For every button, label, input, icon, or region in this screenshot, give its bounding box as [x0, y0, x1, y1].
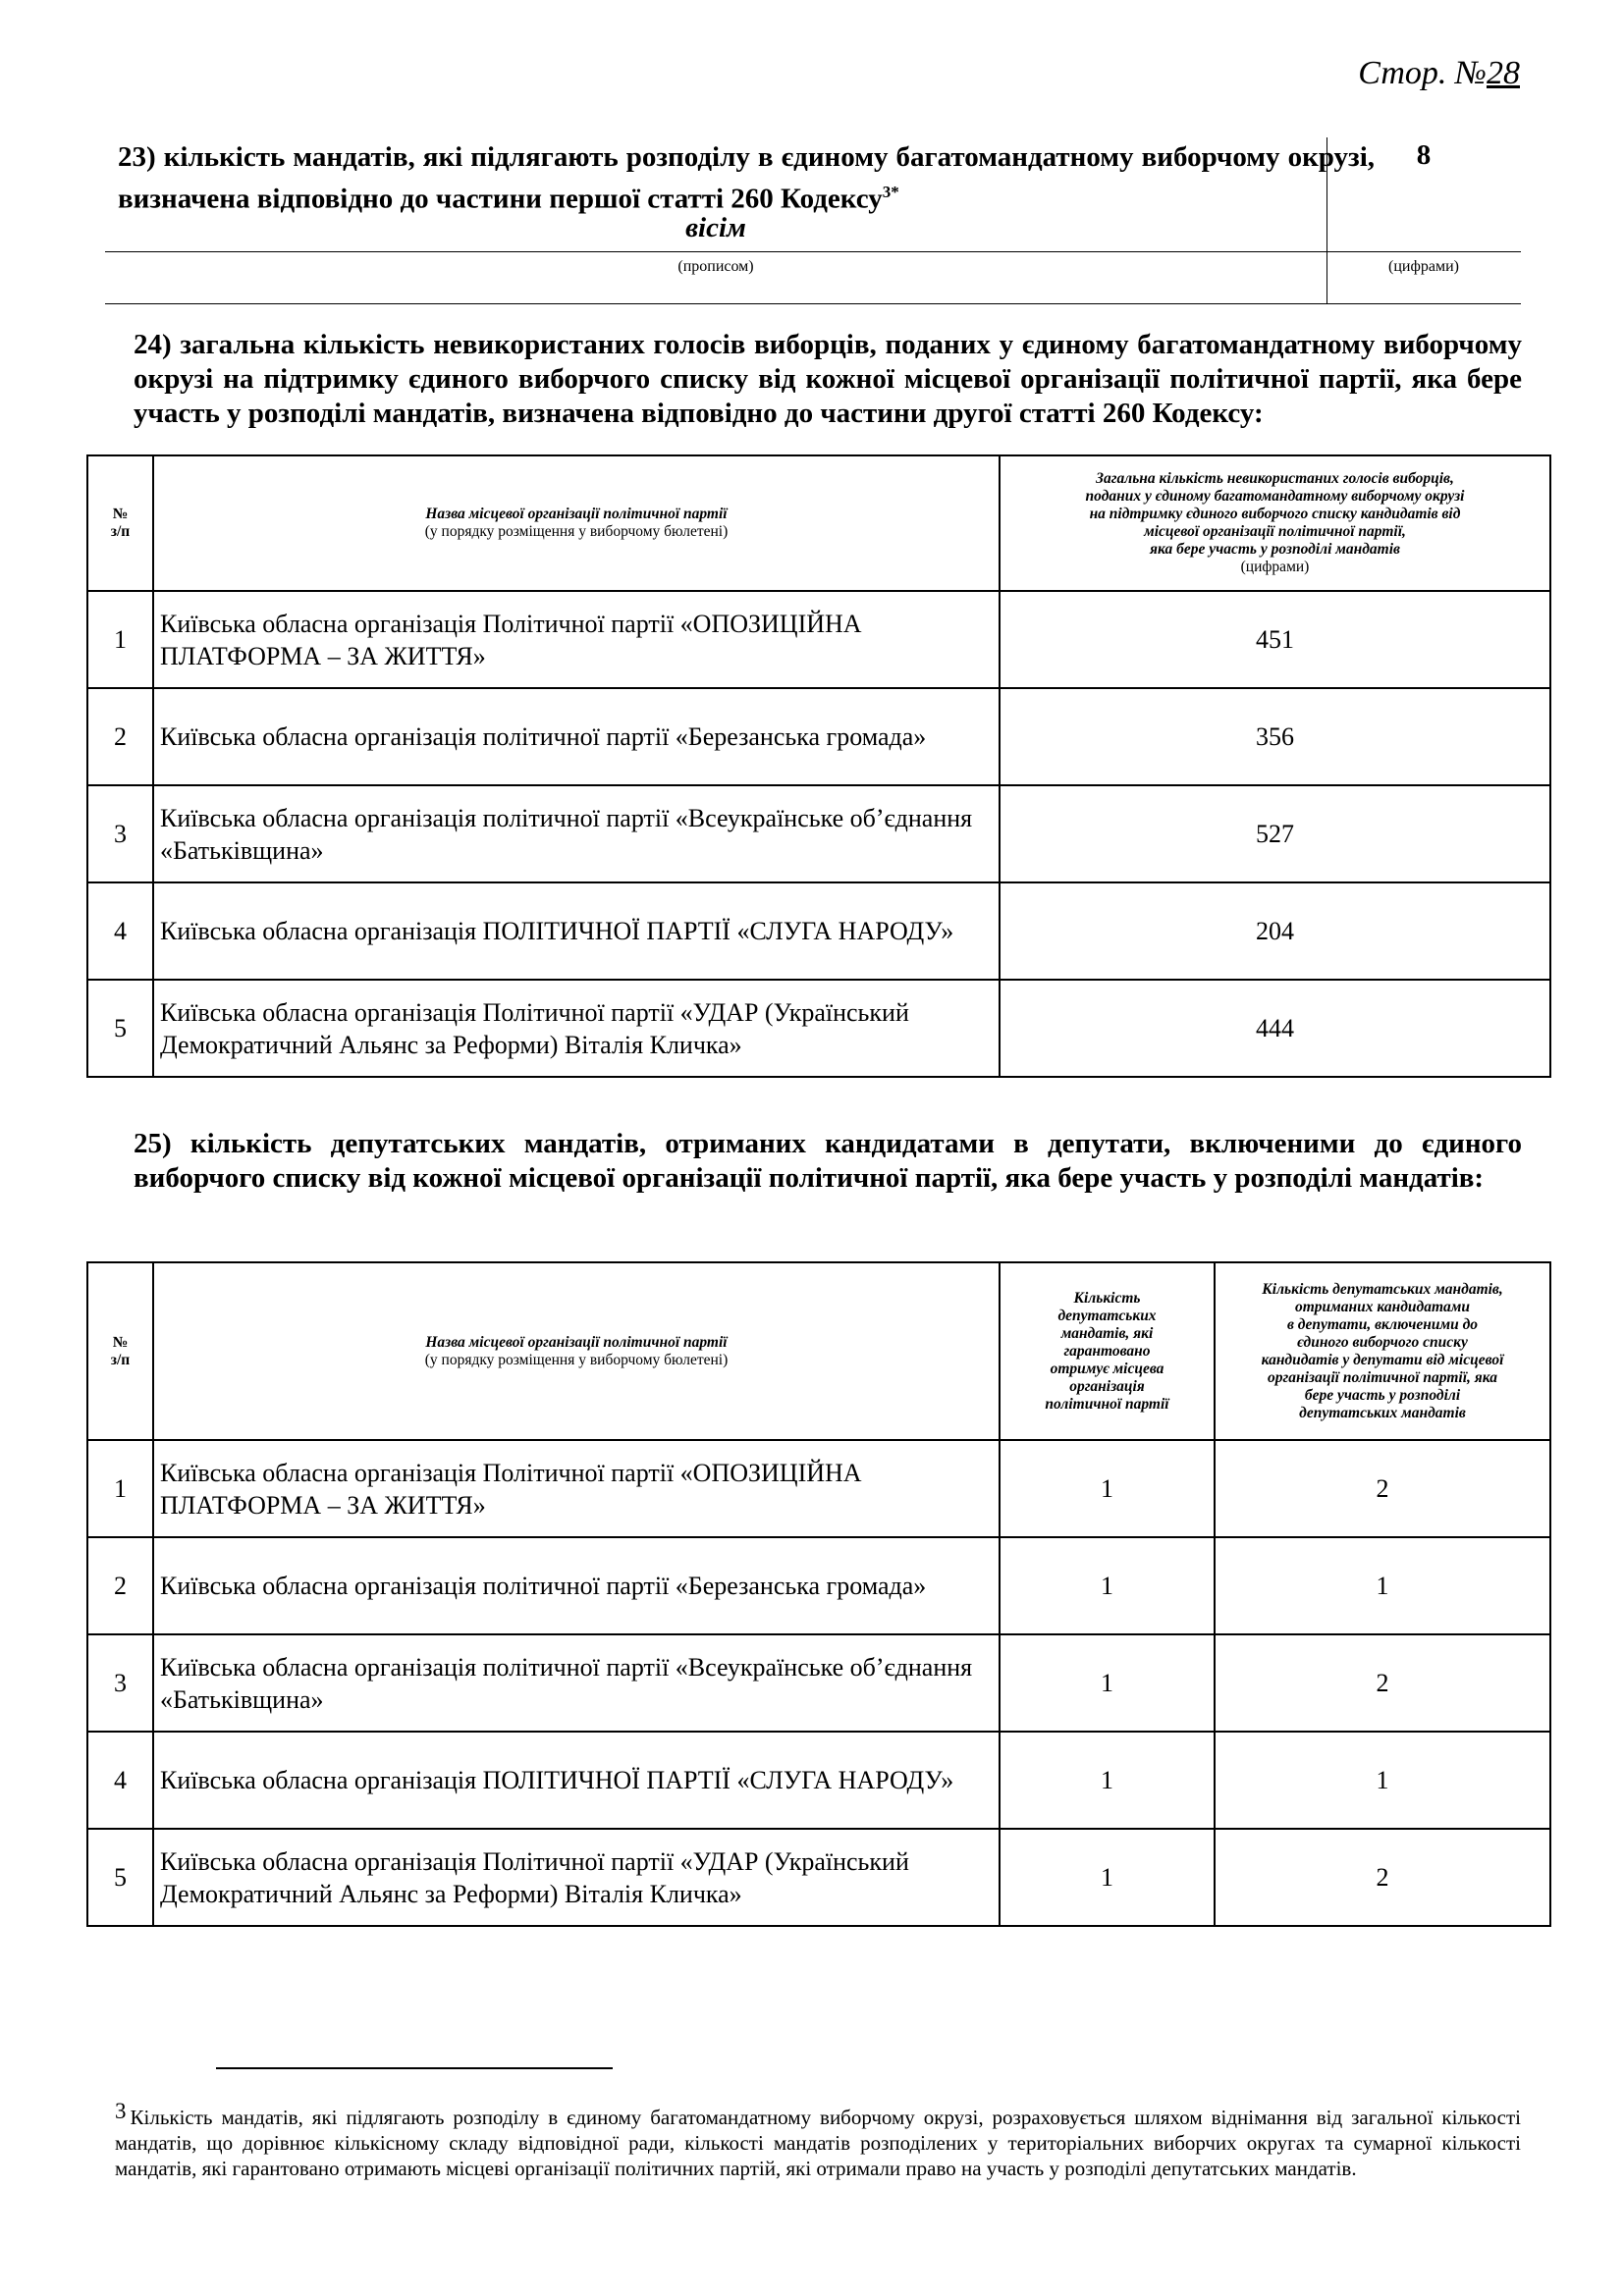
guaranteed-value: 1: [1000, 1732, 1215, 1829]
votes-value: 444: [1000, 980, 1550, 1077]
table-row: [87, 1634, 1550, 1732]
col-received-line: в депутати, включеними до: [1286, 1315, 1479, 1333]
guaranteed-value: 1: [1000, 1537, 1215, 1634]
col-received-line: кандидатів у депутати від місцевої: [1261, 1351, 1504, 1368]
guaranteed-value: 1: [1000, 1829, 1215, 1926]
item-23-words-caption: (прописом): [677, 258, 754, 275]
col-votes-line: поданих у єдиному багатомандатному виборчому окрузі: [1085, 488, 1465, 505]
col-number-header: [87, 1262, 153, 1440]
col-received-line: єдиного виборчого списку: [1297, 1333, 1468, 1351]
col-number-header: [87, 455, 153, 591]
col-votes-line: місцевої організації політичної партії,: [1144, 523, 1406, 540]
table-row: [87, 785, 1550, 882]
item-23-divider: [1326, 137, 1327, 304]
col-party-title: Назва місцевої організації політичної партії: [425, 1333, 728, 1351]
row-number: 2: [87, 1537, 153, 1634]
footnote-separator: [216, 2067, 613, 2069]
col-number-line: №: [112, 1333, 129, 1351]
col-received-line: організації політичної партії, яка: [1268, 1368, 1497, 1386]
col-received-line: бере участь у розподілі: [1304, 1386, 1461, 1404]
votes-table: [86, 454, 1551, 1078]
row-number: 2: [87, 688, 153, 785]
col-guaranteed-header: [1000, 1262, 1215, 1440]
col-guaranteed-line: гарантовано: [1063, 1342, 1151, 1360]
votes-table-header: [87, 455, 1550, 591]
item-23-underline: [105, 251, 1521, 252]
item-23-block: [105, 137, 1521, 304]
col-number-line: з/п: [110, 523, 131, 540]
party-name: Київська обласна організація політичної партії «Березанська громада»: [153, 1537, 1000, 1634]
mandates-table: [86, 1261, 1551, 1927]
row-number: 5: [87, 1829, 153, 1926]
row-number: 1: [87, 1440, 153, 1537]
received-value: 2: [1215, 1829, 1550, 1926]
table-row: [87, 882, 1550, 980]
party-name: Київська обласна організація ПОЛІТИЧНОЇ ПАРТІЇ «СЛУГА НАРОДУ»: [153, 1732, 1000, 1829]
page-number-value: 28: [1487, 55, 1520, 91]
col-votes-header: [1000, 455, 1550, 591]
col-party-header: [153, 1262, 1000, 1440]
col-guaranteed-line: депутатських: [1057, 1307, 1157, 1324]
votes-value: 451: [1000, 591, 1550, 688]
footnote-mark: 3: [115, 2099, 127, 2123]
col-guaranteed-line: політичної партії: [1045, 1395, 1169, 1413]
col-votes-line: яка бере участь у розподілі мандатів: [1150, 541, 1400, 558]
row-number: 1: [87, 591, 153, 688]
votes-value: 204: [1000, 882, 1550, 980]
party-name: Київська обласна організація політичної партії «Березанська громада»: [153, 688, 1000, 785]
col-guaranteed-line: отримує місцева: [1050, 1360, 1164, 1377]
footnote-ref: 3*: [882, 183, 899, 201]
table-row: [87, 591, 1550, 688]
col-received-line: Кількість депутатських мандатів,: [1262, 1280, 1503, 1298]
col-party-header: [153, 455, 1000, 591]
item-23-digits-caption: (цифрами): [1388, 258, 1459, 275]
item-23-text-body: 23) кількість мандатів, які підлягають розподілу в єдиному багатомандатному виборчому окрузі, визначена відповідно до частини першої статті 260 Кодексу: [118, 141, 1375, 215]
page-number: [1335, 55, 1520, 92]
col-party-subtitle: (у порядку розміщення у виборчому бюлетені): [424, 1351, 729, 1368]
item-24-heading: 24) загальна кількість невикористаних голосів виборців, поданих у єдиному багатомандатному виборчому окрузі на підтримку єдиного виборчого списку від кожної місцевої організації політичної партії, яка бере участь у розподілі мандатів, визначена відповідно до частини другої статті 260 Кодексу:: [134, 329, 1522, 429]
col-votes-line: Загальна кількість невикористаних голосів виборців,: [1096, 470, 1454, 487]
row-number: 3: [87, 1634, 153, 1732]
received-value: 2: [1215, 1634, 1550, 1732]
party-name: Київська обласна організація Політичної партії «ОПОЗИЦІЙНА ПЛАТФОРМА – ЗА ЖИТТЯ»: [153, 1440, 1000, 1537]
party-name: Київська обласна організація політичної партії «Всеукраїнське об’єднання «Батьківщина»: [153, 785, 1000, 882]
party-name: Київська обласна організація Політичної партії «УДАР (Український Демократичний Альянс за Реформи) Віталія Кличка»: [153, 980, 1000, 1077]
col-guaranteed-line: Кількість: [1073, 1289, 1141, 1307]
row-number: 3: [87, 785, 153, 882]
party-name: Київська обласна організація Політичної партії «УДАР (Український Демократичний Альянс за Реформи) Віталія Кличка»: [153, 1829, 1000, 1926]
col-guaranteed-line: мандатів, які: [1060, 1324, 1154, 1342]
footnote: [115, 2099, 1521, 2181]
col-received-line: отриманих кандидатами: [1294, 1298, 1470, 1315]
row-number: 4: [87, 1732, 153, 1829]
mandates-table-header: [87, 1262, 1550, 1440]
party-name: Київська обласна організація ПОЛІТИЧНОЇ ПАРТІЇ «СЛУГА НАРОДУ»: [153, 882, 1000, 980]
col-votes-line: на підтримку єдиного виборчого списку кандидатів від: [1089, 506, 1461, 522]
table-row: [87, 1829, 1550, 1926]
item-23-text: [118, 139, 1375, 217]
col-guaranteed-line: організація: [1069, 1377, 1145, 1395]
item-23-words: вісім: [685, 212, 746, 243]
col-votes-subtitle: (цифрами): [1240, 559, 1310, 575]
received-value: 1: [1215, 1732, 1550, 1829]
row-number: 5: [87, 980, 153, 1077]
col-number-line: з/п: [110, 1351, 131, 1368]
table-row: [87, 688, 1550, 785]
votes-value: 527: [1000, 785, 1550, 882]
item-23-digits: 8: [1416, 139, 1432, 171]
item-23-bottom-line: [105, 303, 1521, 304]
received-value: 2: [1215, 1440, 1550, 1537]
table-row: [87, 1440, 1550, 1537]
col-received-header: [1215, 1262, 1550, 1440]
col-party-subtitle: (у порядку розміщення у виборчому бюлетені): [424, 523, 729, 540]
votes-value: 356: [1000, 688, 1550, 785]
party-name: Київська обласна організація Політичної партії «ОПОЗИЦІЙНА ПЛАТФОРМА – ЗА ЖИТТЯ»: [153, 591, 1000, 688]
row-number: 4: [87, 882, 153, 980]
guaranteed-value: 1: [1000, 1440, 1215, 1537]
party-name: Київська обласна організація політичної партії «Всеукраїнське об’єднання «Батьківщина»: [153, 1634, 1000, 1732]
guaranteed-value: 1: [1000, 1634, 1215, 1732]
col-number-line: №: [112, 506, 129, 522]
footnote-text: Кількість мандатів, які підлягають розподілу в єдиному багатомандатному виборчому окрузі, розраховується шляхом віднімання від загальної кількості мандатів, що дорівнює кількісному складу відповідної ради, кількості мандатів розподілених у територіальних виборчих округах та сумарної кількості мандатів, які гарантовано отримають місцеві організації політичних партій, які отримали право на участь у розподілі депутатських мандатів.: [115, 2106, 1521, 2180]
table-row: [87, 1537, 1550, 1634]
item-25-heading: 25) кількість депутатських мандатів, отриманих кандидатами в депутати, включеними до єдиного виборчого списку від кожної місцевої організації політичної партії, яка бере участь у розподілі мандатів:: [134, 1128, 1522, 1194]
col-received-line: депутатських мандатів: [1299, 1404, 1466, 1421]
table-row: [87, 980, 1550, 1077]
col-party-title: Назва місцевої організації політичної партії: [425, 506, 728, 522]
page-number-prefix: Стор. №: [1358, 55, 1487, 91]
received-value: 1: [1215, 1537, 1550, 1634]
table-row: [87, 1732, 1550, 1829]
